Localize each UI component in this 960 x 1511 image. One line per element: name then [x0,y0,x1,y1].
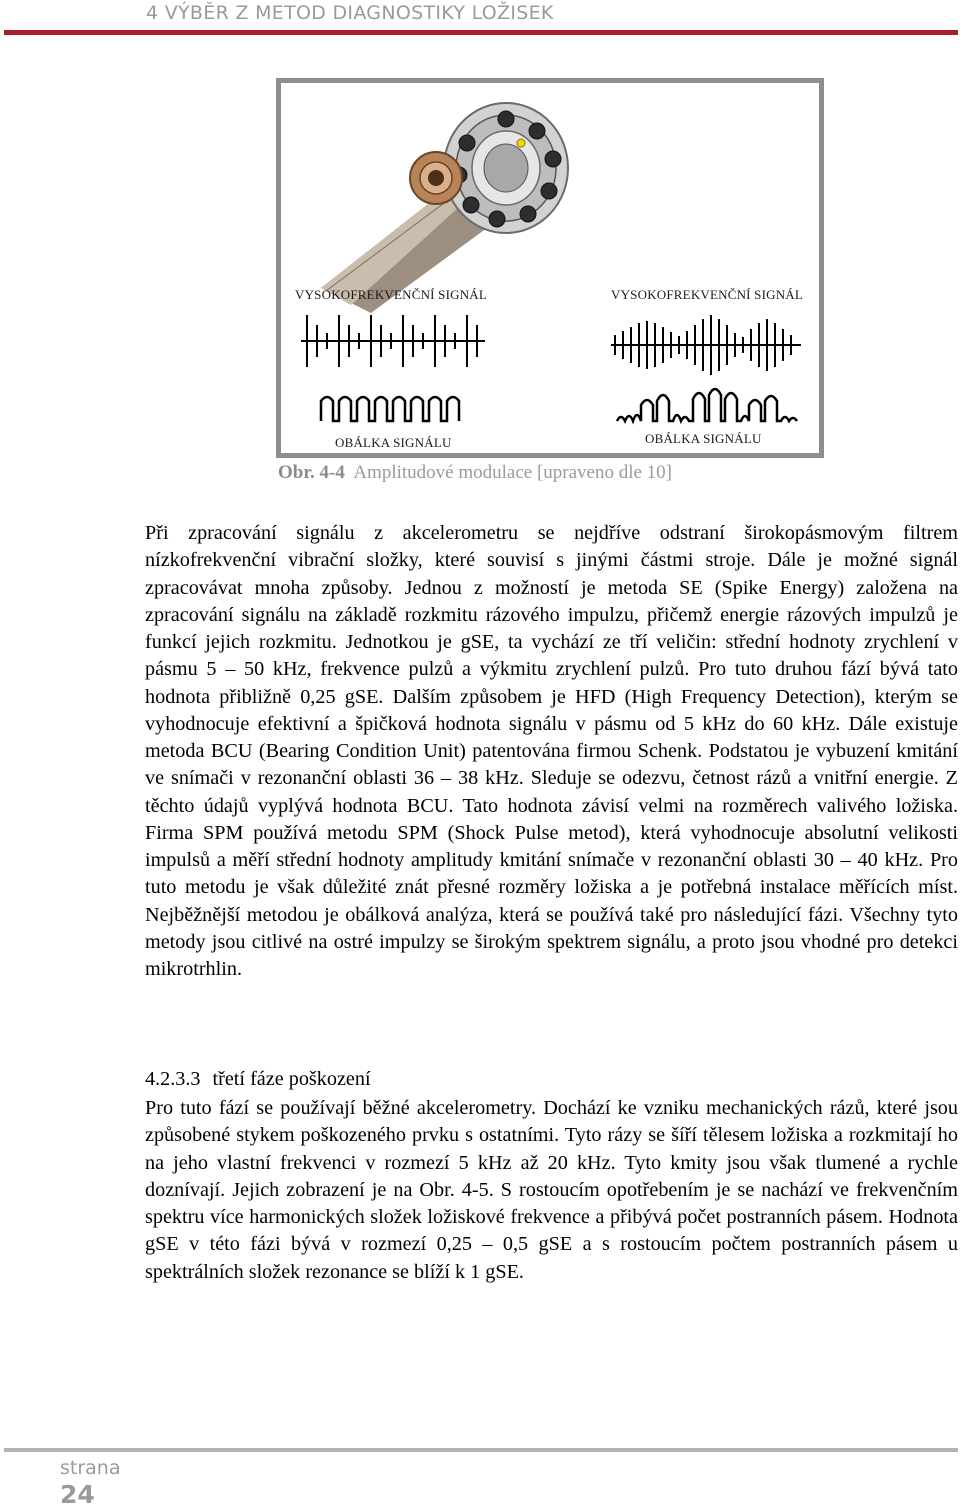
figure-illustration [281,83,819,453]
caption-prefix: Obr. 4-4 [278,462,345,483]
page-number: 24 [60,1480,95,1509]
paragraph-2: Pro tuto fází se používají běžné akcelerometry. Dochází ke vzniku mechanických rázů, které jsou způsobené stykem poškozeného prvku s ostatními. Tyto rázy se šíří tělesem ložiska a rozkmitají ho na jeho vlastní frekvenci v rozmezí 5 kHz až 20 kHz. Tyto kmity jsou však tlumené a rychle doznívají. Jejich zobrazení je na Obr. 4-5. S rostoucím opotřebením je se nachází ve frekvenčním spektru více harmonických složek ložiskové frekvence a přibývá počet postranních pásem. Hodnota gSE v této fázi bývá v rozmezí 0,25 – 0,5 gSE a s rostoucím počtem postranních pásem u spektrálních složek rezonance se blíží k 1 gSE. [145,1097,958,1283]
right-hf-signal [611,315,801,375]
section-number: 4.2.3.3 [145,1068,201,1090]
section-title: třetí fáze poškození [212,1068,371,1090]
caption-text: Amplitudové modulace [upraveno dle 10] [344,462,673,483]
footer-label: strana [60,1457,121,1479]
label-left-hf-signal: VYSOKOFREKVENČNÍ SIGNÁL [295,287,488,302]
label-left-envelope: OBÁLKA SIGNÁLU [335,435,452,450]
left-envelope [321,397,459,421]
label-right-hf-signal: VYSOKOFREKVENČNÍ SIGNÁL [611,287,804,302]
running-header: 4 VÝBĚR Z METOD DIAGNOSTIKY LOŽISEK [146,2,554,24]
figure-amplitude-modulation [276,78,824,458]
paragraph-1: Při zpracování signálu z akcelerometru se nejdříve odstraní širokopásmovým filtrem nízkofrekvenční vibrační složky, které souvisí s jinými částmi stroje. Dále je možné signál zpracovávat mnoha způsoby. Jednou z možností je metoda SE (Spike Energy) založena na zpracování signálu na základě rozkmitu rázového impulzu, přičemž energie rázových impulzů je funkcí jejich rozkmitu. Jednotkou je gSE, ta vychází ze tří veličin: střední hodnoty zrychlení v pásmu 5 – 50 kHz, frekvence pulzů a výkmitu zrychlení pulzů. Pro tuto druhou fází bývá tato hodnota přibližně 0,25 gSE. Dalším způsobem je HFD (High Frequency Detection), kterým se vyhodnocuje efektivní a špičková hodnota signálu v pásmu od 5 kHz do 60 kHz. Dále existuje metoda BCU (Bearing Condition Unit) patentována firmou Schenk. Podstatou je vybuzení kmitání ve snímači v rezonanční oblasti 36 – 38 kHz. Sleduje se odezvu, četnost rázů a vnitřní energie. Z těchto údajů vyplývá hodnota BCU. Tato hodnota závisí velmi na rozměrech valivého ložiska. Firma SPM používá metodu SPM (Shock Pulse metod), která vyhodnocuje absolutní velikosti impulsů a měří střední hodnoty amplitudy kmitání snímače v rezonanční oblasti 30 – 40 kHz. Pro tuto metodu je však důležité znát přesné rozměry ložiska a je potřebná instalace měřících míst. Nejběžnější metodou je obálková analýza, která se používá také pro následující fázi. Všechny tyto metody jsou citlivé na ostré impulzy se širokým spektrem signálu, a proto jsou vhodné pro detekci mikrotrhlin. [145,522,958,980]
section-heading [145,1068,371,1091]
header-rule [4,30,958,35]
bearing-illustration [321,103,568,313]
footer-rule [4,1448,958,1452]
left-hf-signal [301,315,485,367]
label-right-envelope: OBÁLKA SIGNÁLU [645,431,762,446]
figure-caption [278,462,672,484]
right-envelope [617,389,797,421]
